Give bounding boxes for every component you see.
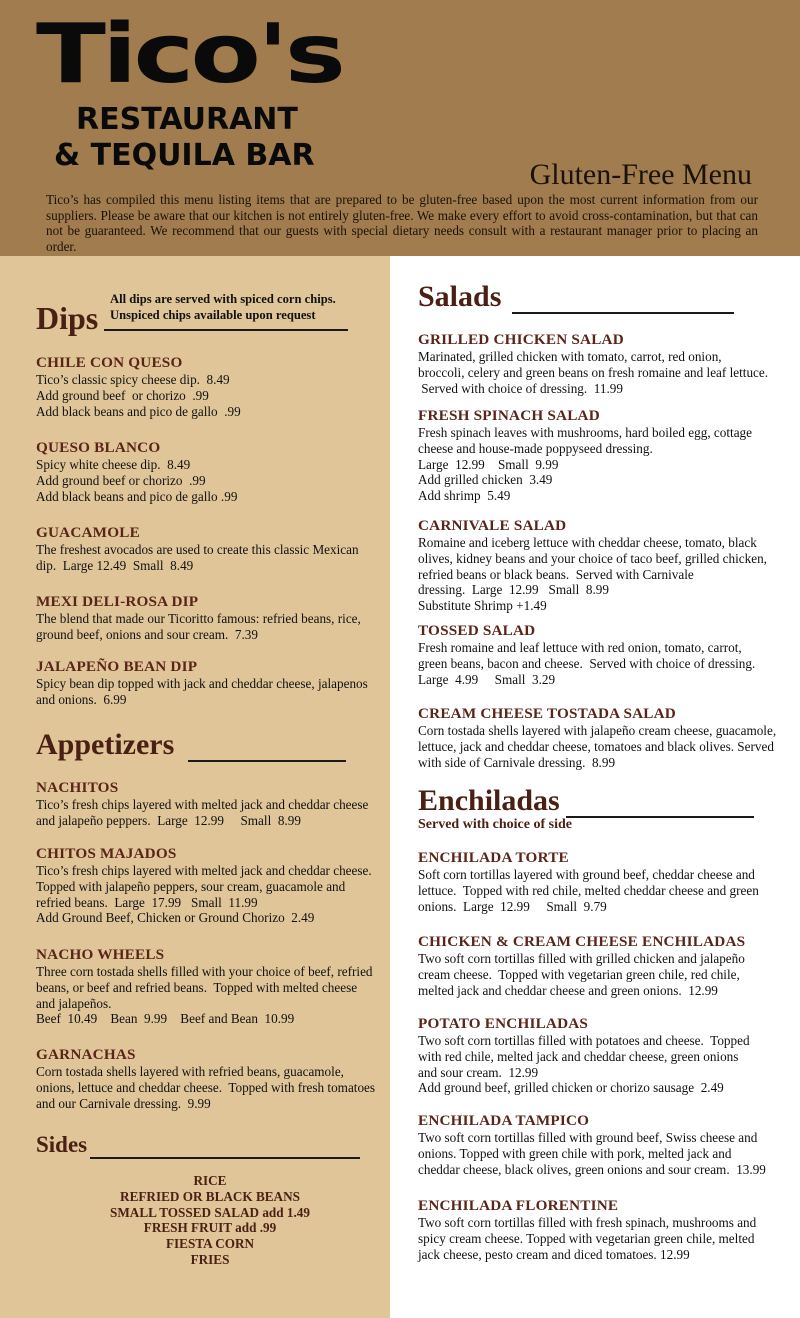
- dips-rule: [104, 329, 348, 331]
- logo-tequila-bar-line: & TEQUILA BAR: [54, 138, 315, 173]
- item-line: Add shrimp 5.49: [418, 488, 511, 504]
- item-line: Two soft corn tortillas filled with ground beef, Swiss cheese and: [418, 1130, 758, 1145]
- item-line: jack cheese, pesto cream and diced tomatoes. 12.99: [418, 1246, 690, 1262]
- item-line: with red chile, melted jack and cheddar cheese, green onions: [418, 1048, 739, 1064]
- item-line: Add ground beef or chorizo .99: [36, 387, 209, 403]
- item-name: CHILE CON QUESO: [36, 354, 183, 371]
- item-line: with side of Carnivale dressing. 8.99: [418, 754, 616, 770]
- menu-item: [418, 331, 790, 396]
- menu-item: [418, 622, 790, 687]
- gluten-disclaimer: Tico’s has compiled this menu listing items that are prepared to be gluten-free based upon the most current information from our suppliers. Please be aware that our kitchen is not entirely gluten-free. We make every effort to avoid cross-contamination, but that can not be guaranteed. We recommend that our guests with special dietary needs consult with a restaurant manager prior to placing an order.: [46, 192, 758, 254]
- menu-item: [36, 779, 382, 829]
- restaurant-logo: [36, 7, 346, 174]
- item-line: Fresh romaine and leaf lettuce with red onion, tomato, carrot,: [418, 640, 742, 655]
- item-name: CHITOS MAJADOS: [36, 845, 177, 862]
- item-line: lettuce. Topped with red chile, melted cheddar cheese and green: [418, 882, 759, 898]
- logo-restaurant-line: RESTAURANT: [76, 102, 298, 137]
- side-item: FIESTA CORN: [165, 1236, 255, 1252]
- logo-wordmark: Tico's: [36, 7, 343, 102]
- item-line: Romaine and iceberg lettuce with cheddar cheese, tomato, black: [418, 535, 757, 550]
- menu-title: Gluten-Free Menu: [529, 158, 752, 191]
- item-line: Substitute Shrimp +1.49: [418, 598, 547, 614]
- item-line: Soft corn tortillas layered with ground beef, cheddar cheese and: [418, 867, 755, 882]
- item-line: Corn tostada shells layered with jalapeño cream cheese, guacamole,: [418, 723, 777, 738]
- menu-header: [0, 0, 800, 256]
- sides-rule: [90, 1157, 360, 1159]
- item-name: JALAPEÑO BEAN DIP: [36, 658, 198, 675]
- item-line: The freshest avocados are used to create this classic Mexican: [36, 542, 359, 557]
- item-line: Large 4.99 Small 3.29: [418, 671, 556, 687]
- section-title-appetizers: Appetizers: [36, 728, 175, 761]
- side-item: SMALL TOSSED SALAD add 1.49: [110, 1204, 310, 1220]
- item-name: QUESO BLANCO: [36, 439, 161, 456]
- item-line: Large 12.99 Small 9.99: [418, 456, 559, 472]
- item-line: Spicy bean dip topped with jack and cheddar cheese, jalapenos: [36, 676, 368, 691]
- menu-item: [36, 439, 382, 504]
- item-line: Beef 10.49 Bean 9.99 Beef and Bean 10.99: [36, 1011, 295, 1027]
- item-line: Three corn tostada shells filled with your choice of beef, refried: [36, 964, 373, 979]
- menu-item: [36, 1046, 382, 1111]
- item-line: Add ground beef, grilled chicken or chorizo sausage 2.49: [418, 1080, 724, 1096]
- item-name: GRILLED CHICKEN SALAD: [418, 331, 624, 348]
- item-line: Corn tostada shells layered with refried beans, guacamole,: [36, 1064, 344, 1079]
- item-name: ENCHILADA TORTE: [418, 849, 569, 866]
- menu-item: [418, 407, 790, 504]
- side-item: REFRIED OR BLACK BEANS: [120, 1188, 300, 1204]
- item-line: dip. Large 12.49 Small 8.49: [36, 557, 194, 573]
- enchiladas-rule: [566, 816, 754, 818]
- sides-list: [60, 1173, 360, 1268]
- section-title-sides: Sides: [36, 1132, 88, 1157]
- item-line: melted jack and cheddar cheese and green onions. 12.99: [418, 982, 718, 998]
- item-line: The blend that made our Ticoritto famous: refried beans, rice,: [36, 611, 361, 626]
- item-line: and jalapeños.: [36, 995, 112, 1011]
- side-item: RICE: [193, 1173, 227, 1188]
- item-line: Served with choice of dressing. 11.99: [418, 380, 623, 396]
- item-line: Add ground beef or chorizo .99: [36, 472, 206, 488]
- section-title-dips: Dips: [36, 300, 99, 336]
- item-line: Tico’s classic spicy cheese dip. 8.49: [36, 372, 230, 387]
- item-line: olives, kidney beans and your choice of taco beef, grilled chicken,: [418, 550, 767, 566]
- menu-item: [36, 845, 382, 926]
- menu-item: [418, 1015, 790, 1096]
- menu-item: [36, 524, 382, 574]
- item-name: GUACAMOLE: [36, 524, 140, 541]
- salads-rule: [512, 312, 734, 314]
- item-line: Add Ground Beef, Chicken or Ground Chorizo 2.49: [36, 910, 315, 926]
- side-item: FRESH FRUIT add .99: [143, 1220, 277, 1236]
- menu-item: [36, 658, 382, 708]
- item-name: ENCHILADA FLORENTINE: [418, 1197, 619, 1214]
- item-line: and jalapeño peppers. Large 12.99 Small 8.99: [36, 812, 301, 828]
- menu-item: [36, 946, 382, 1027]
- item-line: Two soft corn tortillas filled with potatoes and cheese. Topped: [418, 1033, 750, 1048]
- item-name: TOSSED SALAD: [418, 622, 536, 639]
- item-line: refried beans. Large 17.99 Small 11.99: [36, 894, 258, 910]
- item-line: dressing. Large 12.99 Small 8.99: [418, 582, 609, 598]
- item-name: GARNACHAS: [36, 1046, 136, 1063]
- item-name: MEXI DELI-ROSA DIP: [36, 593, 199, 610]
- item-name: ENCHILADA TAMPICO: [418, 1112, 590, 1129]
- item-name: POTATO ENCHILADAS: [418, 1015, 589, 1032]
- dips-note-line1: All dips are served with spiced corn chips.: [110, 292, 336, 306]
- item-line: Add grilled chicken 3.49: [418, 472, 553, 488]
- item-line: onions, lettuce and cheddar cheese. Topped with fresh tomatoes: [36, 1079, 376, 1095]
- item-line: and sour cream. 12.99: [418, 1064, 539, 1080]
- item-line: lettuce, jack and cheddar cheese, tomatoes and black olives. Served: [418, 738, 774, 754]
- item-line: beans, or beef and refried beans. Topped with melted cheese: [36, 979, 358, 995]
- section-title-salads: Salads: [418, 280, 502, 313]
- item-line: Fresh spinach leaves with mushrooms, hard boiled egg, cottage: [418, 425, 753, 440]
- item-line: onions. Topped with green chile with pork, melted jack and: [418, 1145, 732, 1161]
- appetizers-rule: [188, 760, 346, 762]
- menu-item: [418, 705, 790, 770]
- item-line: and our Carnivale dressing. 9.99: [36, 1095, 211, 1111]
- section-title-enchiladas: Enchiladas: [418, 784, 560, 817]
- item-line: Spicy white cheese dip. 8.49: [36, 457, 191, 472]
- item-line: cream cheese. Topped with vegetarian green chile, red chile,: [418, 966, 740, 982]
- item-line: cheese and house-made poppyseed dressing.: [418, 440, 653, 456]
- item-line: onions. Large 12.99 Small 9.79: [418, 898, 607, 914]
- item-line: Tico’s fresh chips layered with melted jack and cheddar cheese: [36, 797, 369, 812]
- item-line: broccoli, celery and green beans on fresh romaine and leaf lettuce.: [418, 364, 769, 380]
- item-line: spicy cream cheese. Topped with vegetarian green chile, melted: [418, 1230, 755, 1246]
- item-line: and onions. 6.99: [36, 691, 127, 707]
- item-line: Topped with jalapeño peppers, sour cream, guacamole and: [36, 878, 346, 894]
- item-line: refried beans or black beans. Served with Carnivale: [418, 566, 694, 582]
- menu-item: [418, 517, 790, 614]
- item-name: NACHO WHEELS: [36, 946, 165, 963]
- item-name: CHICKEN & CREAM CHEESE ENCHILADAS: [418, 933, 746, 950]
- item-name: CREAM CHEESE TOSTADA SALAD: [418, 705, 676, 722]
- item-name: FRESH SPINACH SALAD: [418, 407, 600, 424]
- item-line: Two soft corn tortillas filled with grilled chicken and jalapeño: [418, 951, 745, 966]
- item-line: green beans, bacon and cheese. Served with choice of dressing.: [418, 655, 756, 671]
- item-name: CARNIVALE SALAD: [418, 517, 567, 534]
- enchiladas-subtitle: Served with choice of side: [418, 817, 572, 832]
- item-line: ground beef, onions and sour cream. 7.39: [36, 626, 258, 642]
- menu-item: [418, 1197, 790, 1262]
- item-line: Add black beans and pico de gallo .99: [36, 403, 241, 419]
- dips-note-line2: Unspiced chips available upon request: [110, 308, 316, 322]
- side-item: FRIES: [190, 1251, 230, 1267]
- menu-item: [36, 593, 382, 643]
- item-line: cheddar cheese, black olives, green onions and sour cream. 13.99: [418, 1161, 766, 1177]
- item-line: Marinated, grilled chicken with tomato, carrot, red onion,: [418, 349, 722, 364]
- item-line: Tico’s fresh chips layered with melted jack and cheddar cheese.: [36, 863, 372, 878]
- menu-item: [36, 354, 382, 419]
- item-line: Two soft corn tortillas filled with fresh spinach, mushrooms and: [418, 1215, 757, 1230]
- menu-item: [418, 1112, 790, 1177]
- item-name: NACHITOS: [36, 779, 119, 796]
- item-line: Add black beans and pico de gallo .99: [36, 488, 238, 504]
- menu-item: [418, 933, 790, 998]
- menu-item: [418, 849, 790, 914]
